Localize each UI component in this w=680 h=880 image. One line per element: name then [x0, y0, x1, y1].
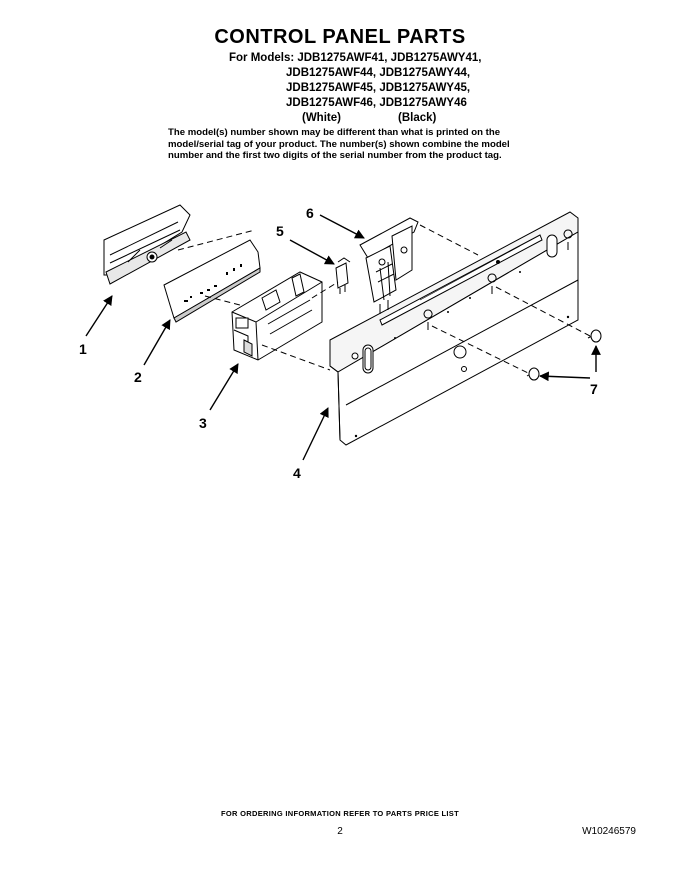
part-3-housing: [232, 272, 322, 360]
callout-2: 2: [134, 369, 142, 385]
part-5-switch: [336, 258, 350, 294]
callout-7: 7: [590, 381, 598, 397]
page-number: 2: [337, 826, 343, 837]
callout-4: 4: [293, 465, 301, 481]
callout-1: 1: [79, 341, 87, 357]
white-label: (White): [302, 112, 341, 124]
callout-3: 3: [199, 415, 207, 431]
model-line-2: JDB1275AWF44, JDB1275AWY44,: [286, 67, 471, 79]
note-line-2: model/serial tag of your product. The number(s) shown combine the model: [168, 138, 510, 150]
model-line-3: JDB1275AWF45, JDB1275AWY45,: [286, 82, 471, 94]
page-title: CONTROL PANEL PARTS: [214, 26, 466, 48]
callout-6: 6: [306, 205, 314, 221]
note-line-1: The model(s) number shown may be different than what is printed on the: [168, 127, 501, 138]
document-number: W10246579: [582, 826, 636, 837]
part-1-bracket: [104, 205, 190, 284]
model-line-4: JDB1275AWF46, JDB1275AWY46: [286, 97, 467, 109]
ordering-info: FOR ORDERING INFORMATION REFER TO PARTS PRICE LIST: [221, 809, 459, 818]
model-line-1: For Models: JDB1275AWF41, JDB1275AWY41,: [229, 52, 482, 64]
black-label: (Black): [398, 112, 437, 124]
note-line-3: number and the first two digits of the serial number from the product tag.: [168, 150, 502, 161]
callout-5: 5: [276, 223, 284, 239]
